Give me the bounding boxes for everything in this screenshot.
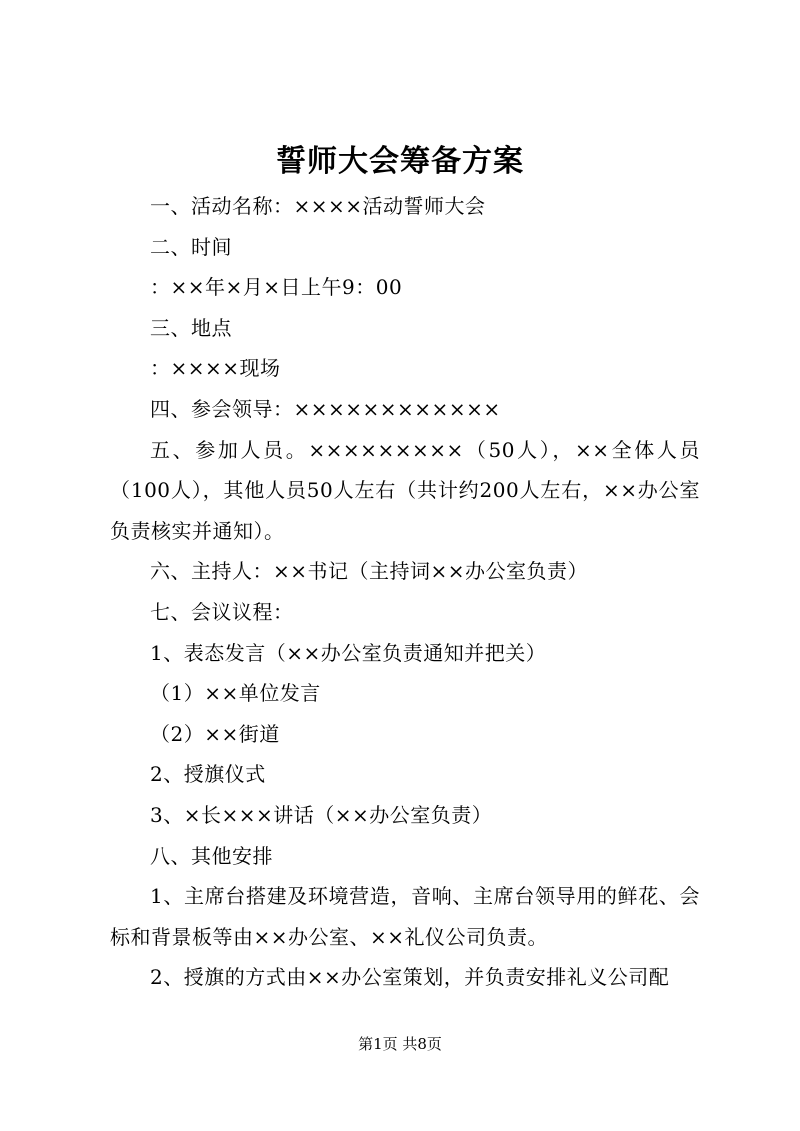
paragraph-other-item-1: 1、主席台搭建及环境营造，音响、主席台领导用的鲜花、会标和背景板等由××办公室、××礼仪公司负责。	[110, 884, 700, 949]
document-body	[110, 186, 700, 998]
paragraph-agenda-item-3: 3、×长×××讲话（××办公室负责）	[150, 802, 493, 827]
paragraph-location-value: ：××××现场	[150, 356, 281, 381]
paragraph-location-heading: 三、地点	[150, 315, 232, 340]
paragraph-agenda-heading: 七、会议议程：	[150, 599, 294, 624]
paragraph-time-heading: 二、时间	[150, 234, 232, 259]
page-footer: 第1页 共8页	[358, 1035, 442, 1053]
paragraph-activity-name: 一、活动名称：××××活动誓师大会	[150, 194, 486, 218]
paragraph-agenda-item-2: 2、授旗仪式	[150, 762, 266, 787]
paragraph-leaders: 四、参会领导：××××××××××××	[150, 396, 501, 421]
paragraph-host: 六、主持人：××书记（主持词××办公室负责）	[150, 559, 589, 584]
paragraph-agenda-sub-1: （1）××单位发言	[150, 681, 321, 706]
paragraph-participants: 五、参加人员。×××××××××（50人），××全体人员（100人），其他人员50人左右（共计约200人左右，××办公室负责核实并通知）。	[110, 437, 700, 543]
paragraph-other-item-2: 2、授旗的方式由××办公室策划，并负责安排礼义公司配	[150, 965, 670, 990]
paragraph-time-value: ：××年×月×日上午9：00	[150, 275, 403, 300]
paragraph-agenda-sub-2: （2）××街道	[150, 721, 280, 746]
paragraph-other-heading: 八、其他安排	[150, 843, 273, 868]
document-title: 誓师大会筹备方案	[276, 144, 524, 179]
paragraph-agenda-item-1: 1、表态发言（××办公室负责通知并把关）	[150, 640, 547, 665]
